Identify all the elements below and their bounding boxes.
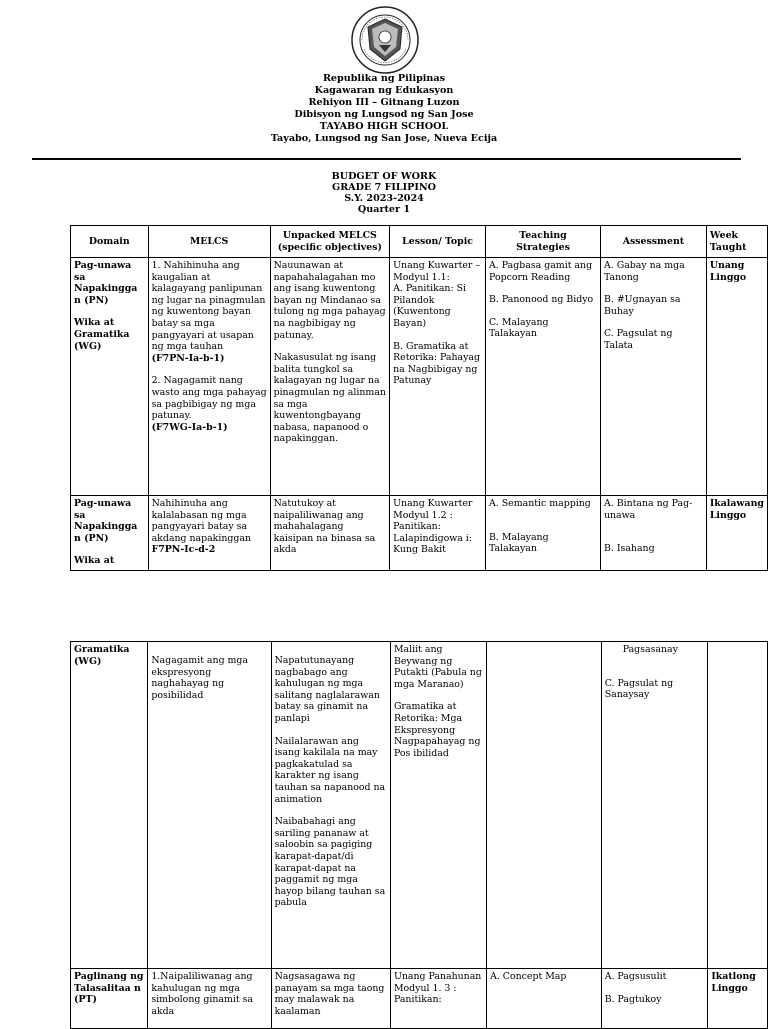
title-school-year: S.Y. 2023-2024 bbox=[344, 193, 424, 204]
table-row bbox=[71, 496, 768, 571]
title-quarter: Quarter 1 bbox=[357, 204, 411, 215]
document-title bbox=[0, 171, 768, 215]
strategies-cell: A. Concept Map bbox=[487, 969, 602, 1029]
table-row bbox=[71, 258, 768, 496]
col-unpacked: Unpacked MELCS (specific objectives) bbox=[270, 226, 390, 258]
unpacked-cell: Nagsasagawa ng panayam sa mga taong may malawak na kaalaman bbox=[271, 969, 390, 1029]
header-divider bbox=[32, 158, 741, 160]
col-week: Week Taught bbox=[706, 226, 767, 258]
table-header-row bbox=[71, 226, 768, 258]
col-domain: Domain bbox=[71, 226, 149, 258]
week-cell: Unang Linggo bbox=[706, 258, 767, 496]
header-address: Tayabo, Lungsod ng San Jose, Nueva Ecija bbox=[270, 133, 498, 144]
lesson-cell: Maliit ang Beywang ng Putakti (Pabula ng mga Maranao) Gramatika at Retorika: Mga Ekspresyong Nagpapahayag ng Pos ibilidad bbox=[390, 642, 486, 969]
title-grade: GRADE 7 FILIPINO bbox=[332, 182, 436, 193]
table-row bbox=[71, 969, 768, 1029]
strategies-cell bbox=[487, 642, 602, 969]
col-teaching: Teaching Strategies bbox=[486, 226, 601, 258]
domain-cell: Paglinang ng Talasalitaa n (PT) bbox=[71, 969, 148, 1029]
week-cell bbox=[708, 642, 768, 969]
strategies-cell: A. Pagbasa gamit ang Popcorn Reading B. Panonood ng Bidyo C. Malayang Talakayan bbox=[486, 258, 601, 496]
assessment-cell: A. Bintana ng Pag-unawa B. Isahang bbox=[600, 496, 706, 571]
deped-seal-logo bbox=[350, 5, 420, 75]
assessment-cell: Pagsasanay C. Pagsulat ng Sanaysay bbox=[601, 642, 708, 969]
school-header bbox=[0, 73, 768, 145]
header-division: Dibisyon ng Lungsod ng San Jose bbox=[294, 109, 474, 120]
melcs-cell: 1. Nahihinuha ang kaugalian at kalagayang panlipunan ng lugar na pinagmulan ng kuwentong bayan batay sa mga pangyayari at usapan ng mga tauhan (F7PN-Ia-b-1) 2. Nagagamit nang wasto ang mga pahayag sa pagbibigay ng mga patunay. (F7WG-Ia-b-1) bbox=[148, 258, 270, 496]
lesson-cell: Unang Panahunan Modyul 1. 3 : Panitikan: bbox=[390, 969, 486, 1029]
week-cell: Ikatlong Linggo bbox=[708, 969, 768, 1029]
domain-cell: Gramatika (WG) bbox=[71, 642, 148, 969]
header-department: Kagawaran ng Edukasyon bbox=[314, 85, 454, 96]
header-republic: Republika ng Pilipinas bbox=[322, 73, 446, 84]
table-row bbox=[71, 642, 768, 969]
col-lesson: Lesson/ Topic bbox=[390, 226, 486, 258]
unpacked-cell: Nauunawan at napahahalagahan mo ang isang kuwentong bayan ng Mindanao sa tulong ng mga pahayag na nagbibigay ng patunay. Nakasusulat ng isang balita tungkol sa kalagayan ng lugar na pinagmulan ng alinman sa mga kuwentongbayang nabasa, napanood o napakinggan. bbox=[270, 258, 390, 496]
domain-cell: Pag-unawa sa Napakingga n (PN) Wika at Gramatika (WG) bbox=[71, 258, 149, 496]
budget-table-page-1 bbox=[70, 225, 768, 571]
week-cell: Ikalawang Linggo bbox=[706, 496, 767, 571]
melcs-cell: Nahihinuha ang kalalabasan ng mga pangyayari batay sa akdang napakinggan F7PN-Ic-d-2 bbox=[148, 496, 270, 571]
title-budget: BUDGET OF WORK bbox=[331, 171, 437, 182]
header-school-name: TAYABO HIGH SCHOOL bbox=[319, 121, 449, 132]
assessment-cell: A. Gabay na mga Tanong B. #Ugnayan sa Buhay C. Pagsulat ng Talata bbox=[600, 258, 706, 496]
unpacked-cell: Napatutunayang nagbabago ang kahulugan ng mga salitang naglalarawan batay sa ginamit na panlapi Nailalarawan ang isang kakilala na may pagkakatulad sa karakter ng isang tauhan sa napanood na animation Naibabahagi ang sariling pananaw at saloobin sa pagiging karapat-dapat/di karapat-dapat na paggamit ng mga hayop bilang tauhan sa pabula bbox=[271, 642, 390, 969]
col-melcs: MELCS bbox=[148, 226, 270, 258]
budget-table-page-2 bbox=[70, 641, 768, 1029]
col-assessment: Assessment bbox=[600, 226, 706, 258]
melcs-cell: 1.Naipaliliwanag ang kahulugan ng mga simbolong ginamit sa akda bbox=[148, 969, 271, 1029]
assessment-cell: A. Pagsusulit B. Pagtukoy bbox=[601, 969, 708, 1029]
header-region: Rehiyon III – Gitnang Luzon bbox=[308, 97, 460, 108]
melcs-cell: Nagagamit ang mga ekspresyong naghahayag ng posibilidad bbox=[148, 642, 271, 969]
unpacked-cell: Natutukoy at naipaliliwanag ang mahahalagang kaisipan na binasa sa akda bbox=[270, 496, 390, 571]
domain-cell: Pag-unawa sa Napakingga n (PN) Wika at bbox=[71, 496, 149, 571]
strategies-cell: A. Semantic mapping B. Malayang Talakayan bbox=[486, 496, 601, 571]
lesson-cell: Unang Kuwarter – Modyul 1.1: A. Panitikan: Si Pilandok (Kuwentong Bayan) B. Gramatika at Retorika: Pahayag na Nagbibigay ng Patunay bbox=[390, 258, 486, 496]
lesson-cell: Unang Kuwarter Modyul 1.2 : Panitikan: Lalapindigowa i: Kung Bakit bbox=[390, 496, 486, 571]
